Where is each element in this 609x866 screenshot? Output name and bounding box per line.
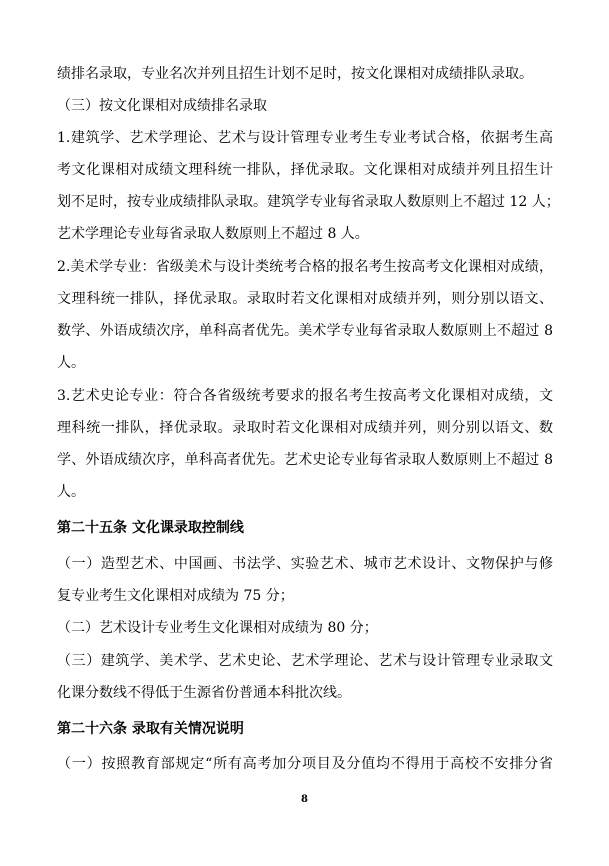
text-line: （一）造型艺术、中国画、书法学、实验艺术、城市艺术设计、文物保护与修 — [57, 556, 553, 572]
text-line: 艺术学理论专业每省录取人数原则上不超过 8 人。 — [57, 226, 369, 242]
text-line: 3.艺术史论专业：符合各省级统考要求的报名考生按高考文化课相对成绩，文 — [57, 388, 553, 404]
text-line: 复专业考生文化课相对成绩为 75 分； — [57, 588, 294, 604]
page-number: 8 — [301, 794, 308, 805]
text-line: 理科统一排队，择优录取。录取时若文化课相对成绩并列，则分别以语文、数 — [57, 420, 553, 436]
article-heading: 第二十六条 录取有关情况说明 — [57, 721, 244, 737]
text-line: （三）建筑学、美术学、艺术史论、艺术学理论、艺术与设计管理专业录取文 — [57, 653, 553, 669]
text-line: 人。 — [57, 484, 85, 500]
text-line: （一）按照教育部规定“所有高考加分项目及分值均不得用于高校不安排分省 — [57, 756, 553, 772]
text-line: 数学、外语成绩次序，单科高者优先。美术学专业每省录取人数原则上不超过 8 — [57, 323, 553, 339]
text-line: 化课分数线不得低于生源省份普通本科批次线。 — [57, 685, 351, 701]
text-line: 人。 — [57, 355, 85, 371]
text-line: 绩排名录取，专业名次并列且招生计划不足时，按文化课相对成绩排队录取。 — [57, 66, 533, 82]
text-line: 1.建筑学、艺术学理论、艺术与设计管理专业考生专业考试合格，依据考生高 — [57, 130, 553, 146]
text-line: 2.美术学专业：省级美术与设计类统考合格的报名考生按高考文化课相对成绩， — [57, 259, 553, 275]
article-heading: 第二十五条 文化课录取控制线 — [57, 520, 244, 536]
text-line: 文理科统一排队，择优录取。录取时若文化课相对成绩并列，则分别以语文、 — [57, 291, 553, 307]
text-line: 考文化课相对成绩文理科统一排队，择优录取。文化课相对成绩并列且招生计 — [57, 162, 553, 178]
text-line: （二）艺术设计专业考生文化课相对成绩为 80 分； — [57, 620, 378, 636]
text-line: 划不足时，按专业成绩排队录取。建筑学专业每省录取人数原则上不超过 12 人； — [57, 194, 560, 210]
text-line: 学、外语成绩次序，单科高者优先。艺术史论专业每省录取人数原则上不超过 8 — [57, 452, 553, 468]
subsection-heading: （三）按文化课相对成绩排名录取 — [57, 98, 267, 114]
